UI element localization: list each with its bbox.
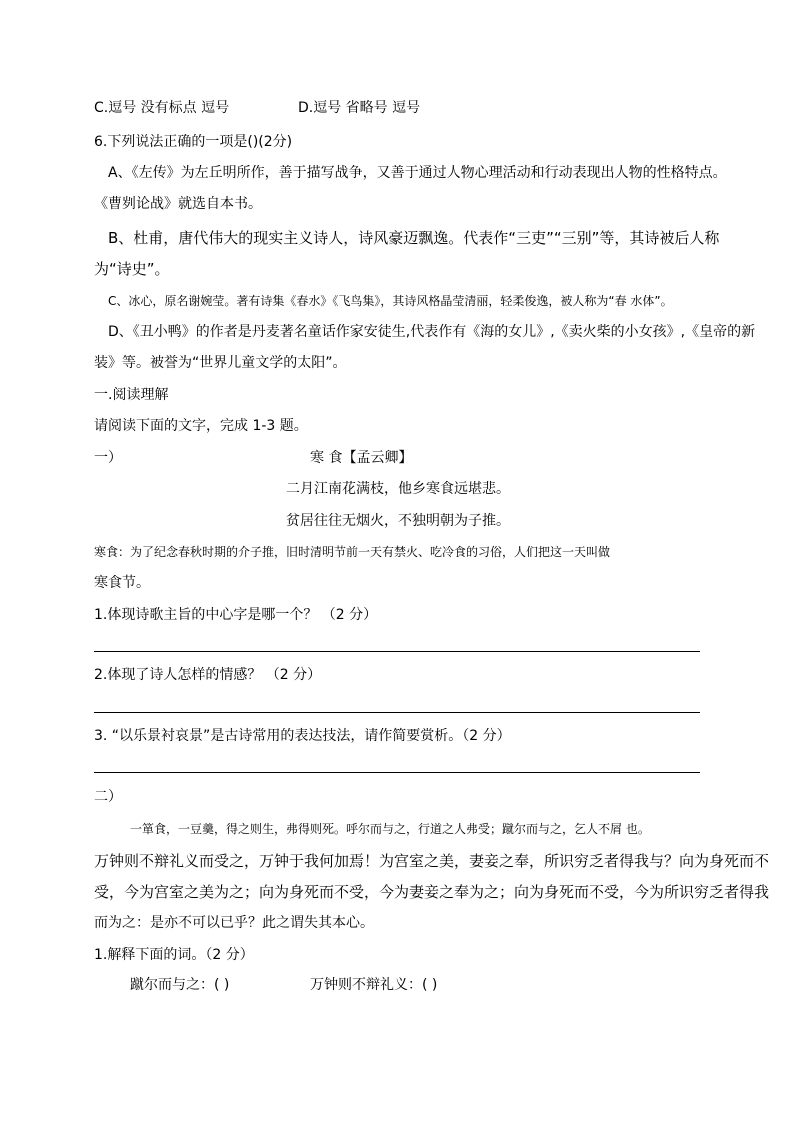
part1-label: 一）: [94, 450, 122, 466]
q6-option-d-line2: 装》等。被誉为“世界儿童文学的太阳”。: [94, 355, 347, 371]
question-6-stem: 6.下列说法正确的一项是()(2分): [94, 134, 293, 150]
answer-line-3[interactable]: [94, 772, 700, 773]
option-d: D.逗号 省略号 逗号: [298, 100, 421, 116]
poem-title: 寒 食【孟云卿】: [310, 450, 413, 466]
poem-line-1: 二月江南花满枝，他乡寒食远堪悲。: [286, 481, 510, 497]
word-explain-2: 万钟则不辩礼义：( ): [310, 977, 438, 993]
poem-line-2: 贫居往往无烟火，不独明朝为子推。: [286, 513, 510, 529]
reading-question-1: 1.体现诗歌主旨的中心字是哪一个？ （2 分）: [94, 607, 378, 623]
passage-line-3: 受，今为宫室之美为之；向为身死而不受，今为妻妾之奉为之；向为身死而不受，今为所识穷乏者得我: [94, 883, 770, 901]
q6-option-b-line2: 为“诗史”。: [94, 260, 170, 278]
answer-line-2[interactable]: [94, 712, 700, 713]
note-line-2: 寒食节。: [94, 575, 150, 591]
part2-question-1: 1.解释下面的词。（2 分）: [94, 947, 254, 963]
answer-line-1[interactable]: [94, 651, 700, 652]
passage-line-2: 万钟则不辩礼义而受之，万钟于我何加焉！为宫室之美，妻妾之奉，所识穷乏者得我与？向为身死而不: [94, 852, 770, 870]
passage-line-4: 而为之：是亦不可以已乎？此之谓失其本心。: [94, 915, 374, 931]
reading-question-2: 2.体现了诗人怎样的情感？ （2 分）: [94, 667, 322, 683]
reading-question-3: 3. “以乐景衬哀景”是古诗常用的表达技法，请作简要赏析。（2 分）: [94, 728, 511, 744]
q6-option-c-line1: C、冰心，原名谢婉莹。著有诗集《春水》《飞鸟集》，其诗风格晶莹清丽，轻柔俊逸，被人称为“春 水体”。: [108, 294, 673, 308]
q6-option-d-line1: D、《丑小鸭》的作者是丹麦著名童话作家安徒生,代表作有《海的女儿》,《卖火柴的小女孩》,《皇帝的新: [108, 324, 756, 340]
passage-line-1: 一箪食，一豆羹，得之则生，弗得则死。呼尔而与之，行道之人弗受；蹴尔而与之，乞人不屑 也。: [130, 822, 650, 836]
q6-option-a-line1: A、《左传》为左丘明所作，善于描写战争，又善于通过人物心理活动和行动表现出人物的性格特点。: [108, 165, 727, 181]
reading-instruction: 请阅读下面的文字，完成 1-3 题。: [94, 418, 308, 434]
reading-section-title: 一.阅读理解: [94, 387, 169, 403]
part2-label: 二）: [94, 789, 122, 805]
note-line-1: 寒食：为了纪念春秋时期的介子推，旧时清明节前一天有禁火、吃冷食的习俗，人们把这一天叫做: [94, 545, 611, 559]
q6-option-a-line2: 《曹刿论战》就选自本书。: [94, 196, 262, 212]
option-c: C.逗号 没有标点 逗号: [94, 100, 230, 116]
q6-option-b-line1: B、杜甫，唐代伟大的现实主义诗人，诗风豪迈飘逸。代表作“三吏”“三别”等，其诗被后人称: [108, 229, 720, 247]
word-explain-1: 蹴尔而与之：( ): [130, 977, 230, 993]
